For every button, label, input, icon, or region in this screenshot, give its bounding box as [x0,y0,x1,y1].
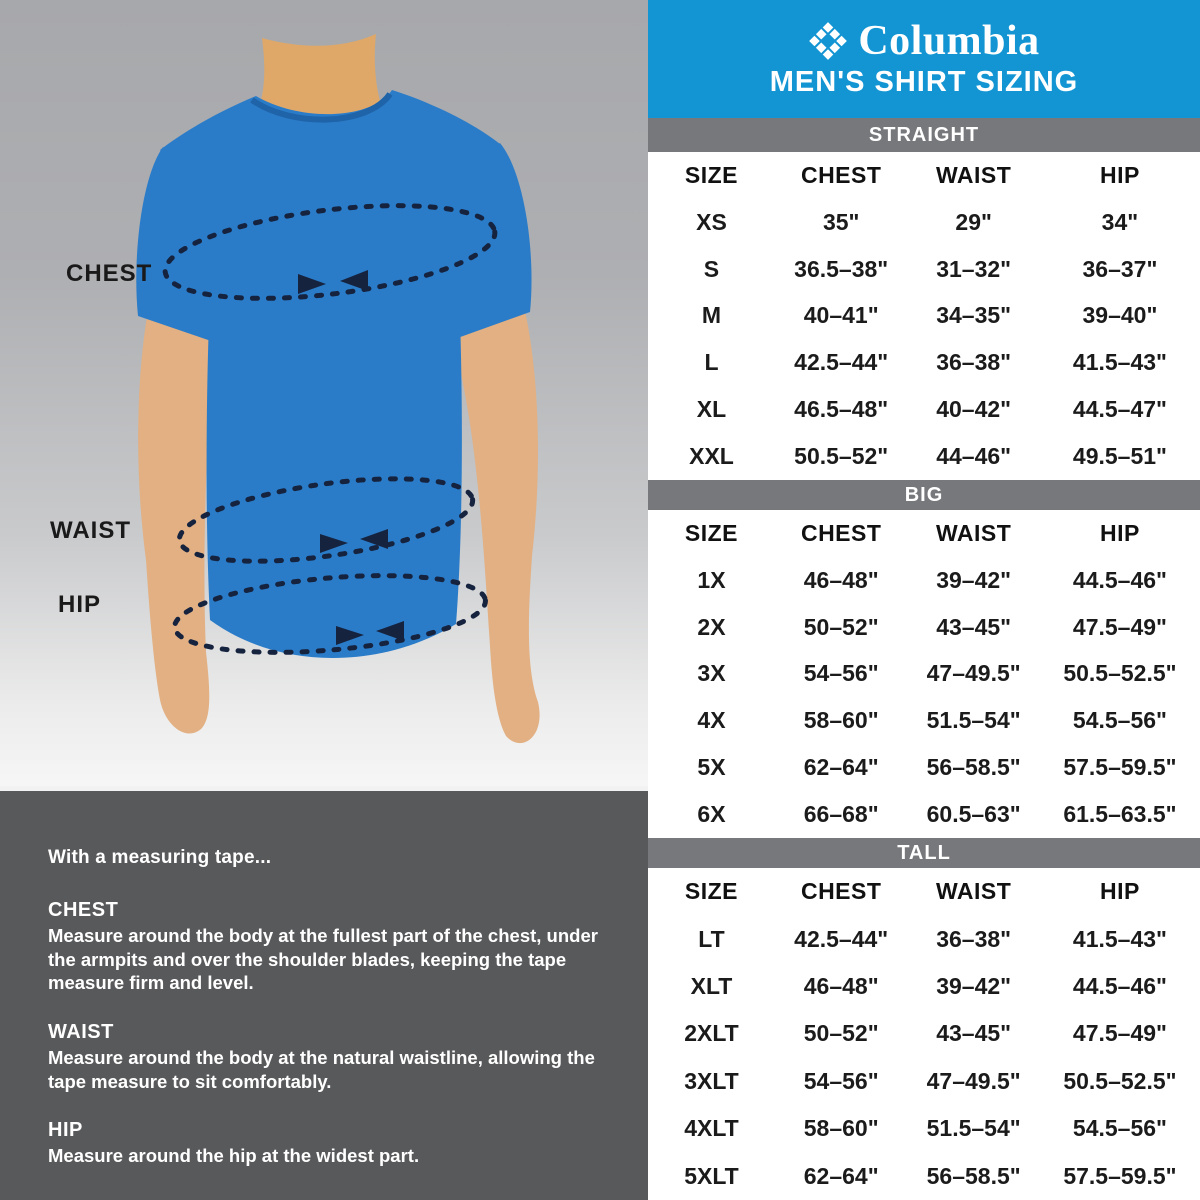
table-cell: 36–38" [936,925,1012,952]
column-header-cell: WAIST [935,519,1012,546]
table-cell: 44.5–47" [1072,396,1167,423]
table-cell: 39–40" [1082,302,1158,329]
table-cell: 66–68" [803,801,879,828]
table-cell: 47–49.5" [926,1067,1021,1094]
brand-header [648,0,1200,118]
table-cell: 41.5–43" [1072,925,1167,952]
table-cell: 44.5–46" [1072,973,1167,1000]
table-cell: 47.5–49" [1072,613,1167,640]
table-cell: 34–35" [936,302,1012,329]
table-cell: 57.5–59.5" [1063,754,1177,781]
table-cell: 47–49.5" [926,660,1021,687]
table-cell: 62–64" [803,1162,879,1189]
column-header-cell: HIP [1100,161,1140,188]
column-header-cell: CHEST [800,878,882,905]
table-cell: 39–42" [936,566,1012,593]
table-cell: 62–64" [803,754,879,781]
table-cell: 31–32" [936,255,1012,282]
table-cell: 2XLT [684,1020,739,1047]
table-cell: 35" [822,208,860,235]
size-table-big [648,510,1200,838]
column-header-cell: CHEST [800,519,882,546]
shirt-figure-illustration [0,0,648,786]
table-cell: S [703,255,720,282]
instruction-hip [48,1119,598,1168]
section-header-straight: STRAIGHT [648,118,1200,152]
table-cell: 54–56" [803,1067,879,1094]
table-cell: 57.5–59.5" [1063,1162,1177,1189]
table-cell: 42.5–44" [794,349,889,376]
brand-wordmark: Columbia [858,17,1040,64]
columbia-gem-icon [808,21,848,61]
table-cell: 1X [697,566,726,593]
table-cell: 51.5–54" [926,1115,1021,1142]
table-cell: XLT [690,973,733,1000]
table-cell: 43–45" [936,613,1012,640]
column-header-cell: SIZE [684,878,739,905]
table-cell: 4XLT [684,1115,739,1142]
waist-label: WAIST [50,517,131,544]
table-cell: 36–38" [936,349,1012,376]
table-cell: 42.5–44" [794,925,889,952]
table-cell: 40–41" [803,302,879,329]
table-cell: 4X [697,707,726,734]
column-header-cell: SIZE [684,161,739,188]
size-table-straight [648,152,1200,480]
instruction-title: CHEST [48,899,119,921]
table-cell: 54–56" [803,660,879,687]
table-cell: 61.5–63.5" [1063,801,1177,828]
table-cell: 56–58.5" [926,754,1021,781]
table-cell: LT [698,925,725,952]
page-title: MEN'S SHIRT SIZING [769,65,1079,98]
table-cell: 46–48" [803,566,879,593]
table-cell: 41.5–43" [1072,349,1167,376]
right-arm [452,298,540,743]
table-cell: XXL [689,443,734,470]
table-cell: 5XLT [684,1162,739,1189]
column-header-cell: CHEST [800,161,882,188]
instruction-text: Measure around the body at the fullest part of the chest, under the armpits and over the shoulder blades, keeping the tape measure firm and level. [48,925,598,994]
sizing-tables-panel [648,0,1200,1200]
table-cell: 2X [697,613,726,640]
section-header-tall: TALL [648,838,1200,868]
section-header-big: BIG [648,480,1200,510]
table-cell: 50–52" [803,1020,879,1047]
table-cell: 29" [955,208,992,235]
column-header-cell: HIP [1100,878,1140,905]
hip-label: HIP [58,591,102,618]
instruction-text: Measure around the hip at the widest part. [48,1145,420,1167]
table-cell: 58–60" [803,1115,879,1142]
instruction-waist [48,1021,598,1093]
table-cell: 39–42" [936,973,1012,1000]
table-cell: 54.5–56" [1072,707,1167,734]
table-cell: XL [696,396,727,423]
table-cell: XS [696,208,727,235]
table-cell: 34" [1101,208,1139,235]
instruction-text: Measure around the body at the natural waistline, allowing the tape measure to sit comfortably. [48,1047,595,1092]
table-cell: 3XLT [684,1067,739,1094]
table-cell: 49.5–51" [1072,443,1167,470]
instruction-title: HIP [48,1119,83,1142]
column-header-cell: WAIST [935,878,1012,905]
table-cell: 40–42" [936,396,1012,423]
table-cell: 51.5–54" [926,707,1021,734]
table-cell: 56–58.5" [926,1162,1021,1189]
column-header-cell: SIZE [684,519,739,546]
table-cell: 50.5–52.5" [1063,1067,1177,1094]
column-header-cell: HIP [1100,519,1140,546]
table-cell: 54.5–56" [1072,1115,1167,1142]
instruction-title: WAIST [48,1021,114,1044]
column-header-cell: WAIST [935,161,1012,188]
table-cell: 50.5–52.5" [1063,660,1177,687]
table-cell: 46–48" [803,973,879,1000]
table-cell: L [704,349,719,376]
chest-label: CHEST [66,260,153,287]
instructions-intro: With a measuring tape... [48,847,272,868]
table-cell: 3X [697,660,726,687]
table-cell: 43–45" [936,1020,1012,1047]
table-cell: 60.5–63" [926,801,1021,828]
table-cell: 46.5–48" [794,396,889,423]
measurement-illustration [0,0,648,786]
table-cell: 44–46" [936,443,1012,470]
table-cell: 6X [697,801,726,828]
brand-row [808,17,1040,64]
table-cell: 50.5–52" [794,443,889,470]
size-table-tall [648,868,1200,1200]
table-cell: 44.5–46" [1072,566,1167,593]
table-cell: 58–60" [803,707,879,734]
measuring-instructions-panel [0,791,648,1200]
table-cell: 50–52" [803,613,879,640]
table-cell: 47.5–49" [1072,1020,1167,1047]
table-cell: 36.5–38" [794,255,889,282]
table-cell: M [701,302,722,329]
table-cell: 5X [697,754,726,781]
instruction-chest [48,899,598,995]
table-cell: 36–37" [1082,255,1158,282]
